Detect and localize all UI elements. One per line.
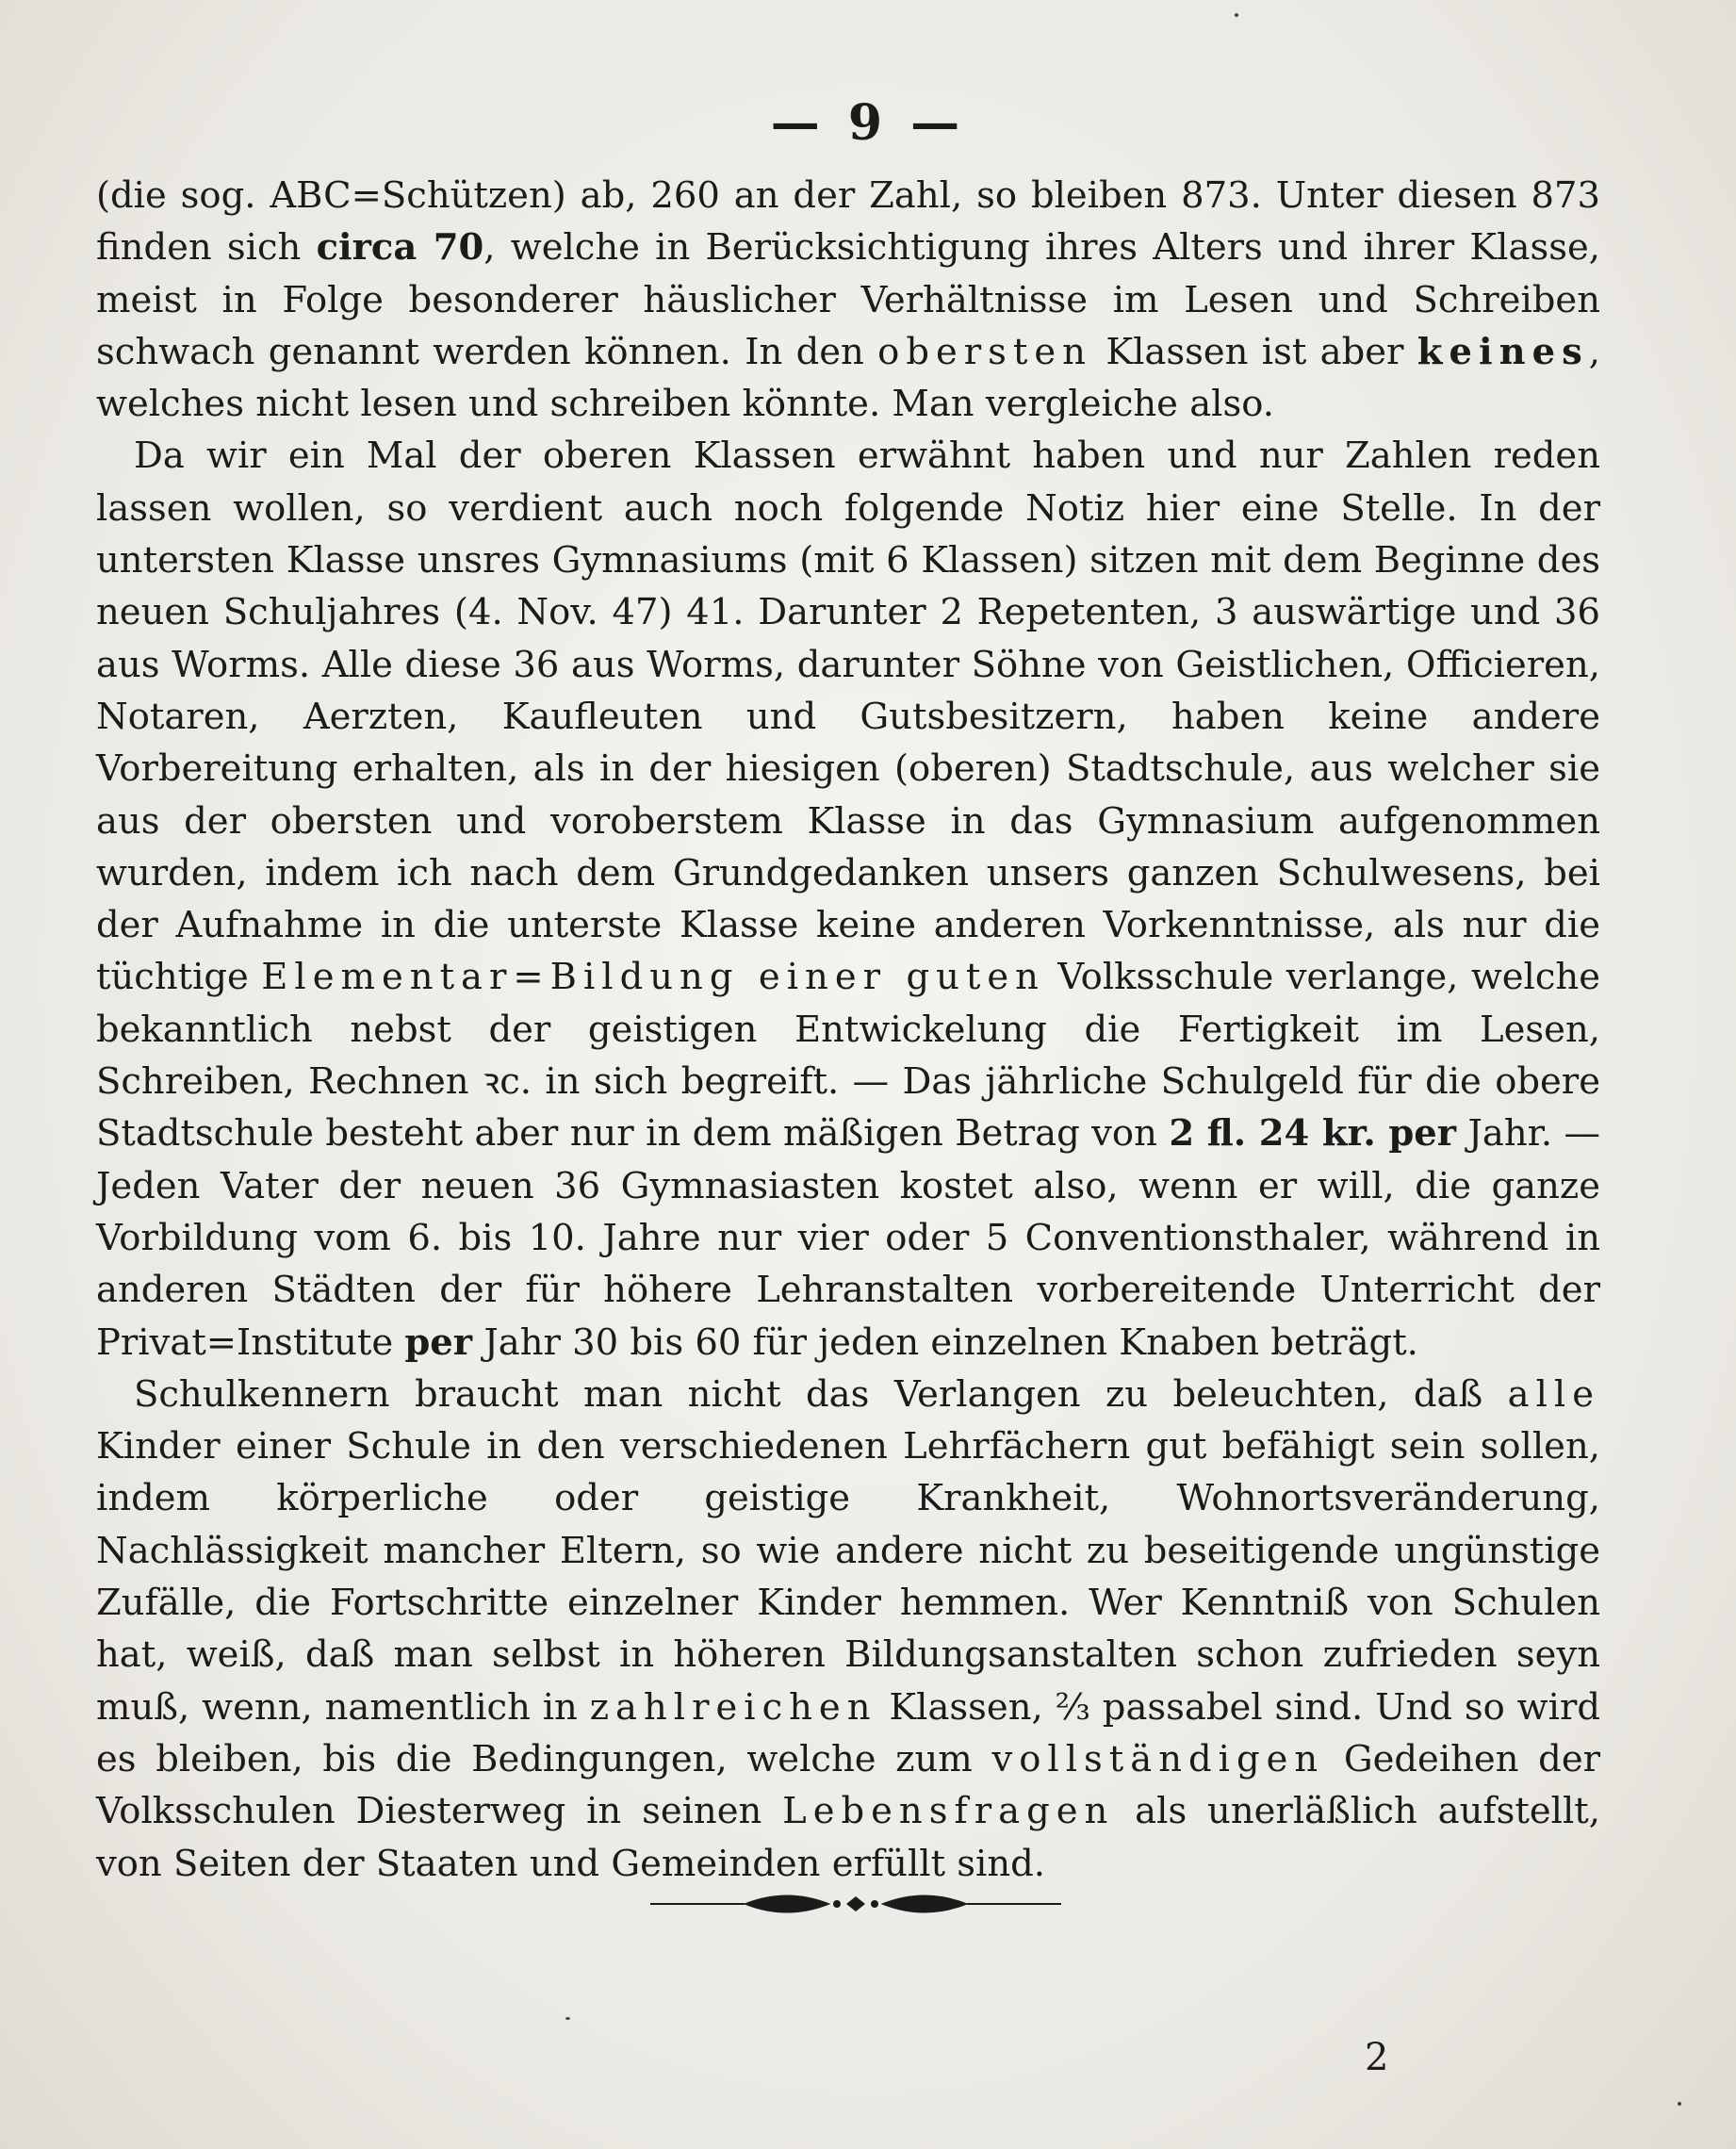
paper-speck [1678,2102,1681,2106]
emphasis-alle: alle [1507,1372,1600,1416]
paragraph-1: (die sog. ABC=Schützen) ab, 260 an der Zahl, so bleiben 873. Unter diesen 873 finden sich circa 70, welche in Berücksichtigung ihres Alters und ihrer Klasse, meist in Folge besonderer häuslicher Verhältnisse im Lesen und Schreiben schwach genannt werden können. In den obersten Klassen ist aber keines, welches nicht lesen und schreiben könnte. Man vergleiche also. [96,174,1600,426]
paragraph-3: Schulkennern braucht man nicht das Verlangen zu beleuchten, daß alle Kinder einer Schule in den verschiedenen Lehrfächern gut befähigt sein sollen, indem körperliche oder geistige Krankheit, Wohnortsveränderung, Nachlässigkeit mancher Eltern, so wie andere nicht zu beseitigende ungünstige Zufälle, die Fortschritte einzelner Kinder hemmen. Wer Kenntniß von Schulen hat, weiß, daß man selbst in höheren Bildungsanstalten schon zufrieden seyn muß, wenn, namentlich in zahlreichen Klassen, ⅔ passabel sind. Und so wird es bleiben, bis die Bedingungen, welche zum vollständigen Gedeihen der Volksschulen Diesterweg in seinen Lebensfragen als unerläßlich aufstellt, von Seiten der Staaten und Gemeinden erfüllt sind. [96,1372,1601,1885]
emphasis-zahlreichen: zahlreichen [589,1685,877,1729]
page-number-header: — 9 — [770,94,966,152]
paper-speck [565,2017,570,2020]
emphasis-keines: keines [1417,330,1589,373]
paragraph-2: Da wir ein Mal der oberen Klassen erwähnt haben und nur Zahlen reden lassen wollen, so verdient auch noch folgende Notiz hier eine Stelle. In der untersten Klasse unsres Gymnasiums (mit 6 Klassen) sitzen mit dem Beginne des neuen Schuljahres (4. Nov. 47) 41. Darunter 2 Repetenten, 3 auswärtige und 36 aus Worms. Alle diese 36 aus Worms, darunter Söhne von Geistlichen, Officieren, Notaren, Aerzten, Kaufleuten und Gutsbesitzern, haben keine andere Vorbereitung erhalten, als in der hiesigen (oberen) Stadtschule, aus welcher sie aus der obersten und voroberstem Klasse in das Gymnasium aufgenommen wurden, indem ich nach dem Grundgedanken unsers ganzen Schulwesens, bei der Aufnahme in die unterste Klasse keine anderen Vorkenntnisse, als nur die tüchtige Elementar=Bildung einer guten Volksschule verlange, welche bekanntlich nebst der geistigen Entwickelung die Fertigkeit im Lesen, Schreiben, Rechnen ꝛc. in sich begreift. — Das jährliche Schulgeld für die obere Stadtschule besteht aber nur in dem mäßigen Betrag von 2 fl. 24 kr. per Jahr. — Jeden Vater der neuen 36 Gymnasiasten kostet also, wenn er will, die ganze Vorbildung vom 6. bis 10. Jahre nur vier oder 5 Conventionsthaler, während in anderen Städten der für höhere Lehranstalten vorbereitende Unterricht der Privat=Institute per Jahr 30 bis 60 für jeden einzelnen Knaben beträgt. [96,435,1601,1364]
emphasis-lebensfragen: Lebensfragen [782,1790,1115,1833]
body-text [96,170,1600,1890]
emphasis-vollstaendigen: vollständigen [991,1737,1325,1780]
emphasis-obersten: obersten [877,330,1092,373]
ornamental-divider-icon [0,1885,1736,1923]
paper-speck [1235,13,1238,17]
emphasis-elementar-bildung: Elementar=Bildung einer guten [261,956,1045,999]
signature-mark: 2 [1365,2036,1389,2079]
